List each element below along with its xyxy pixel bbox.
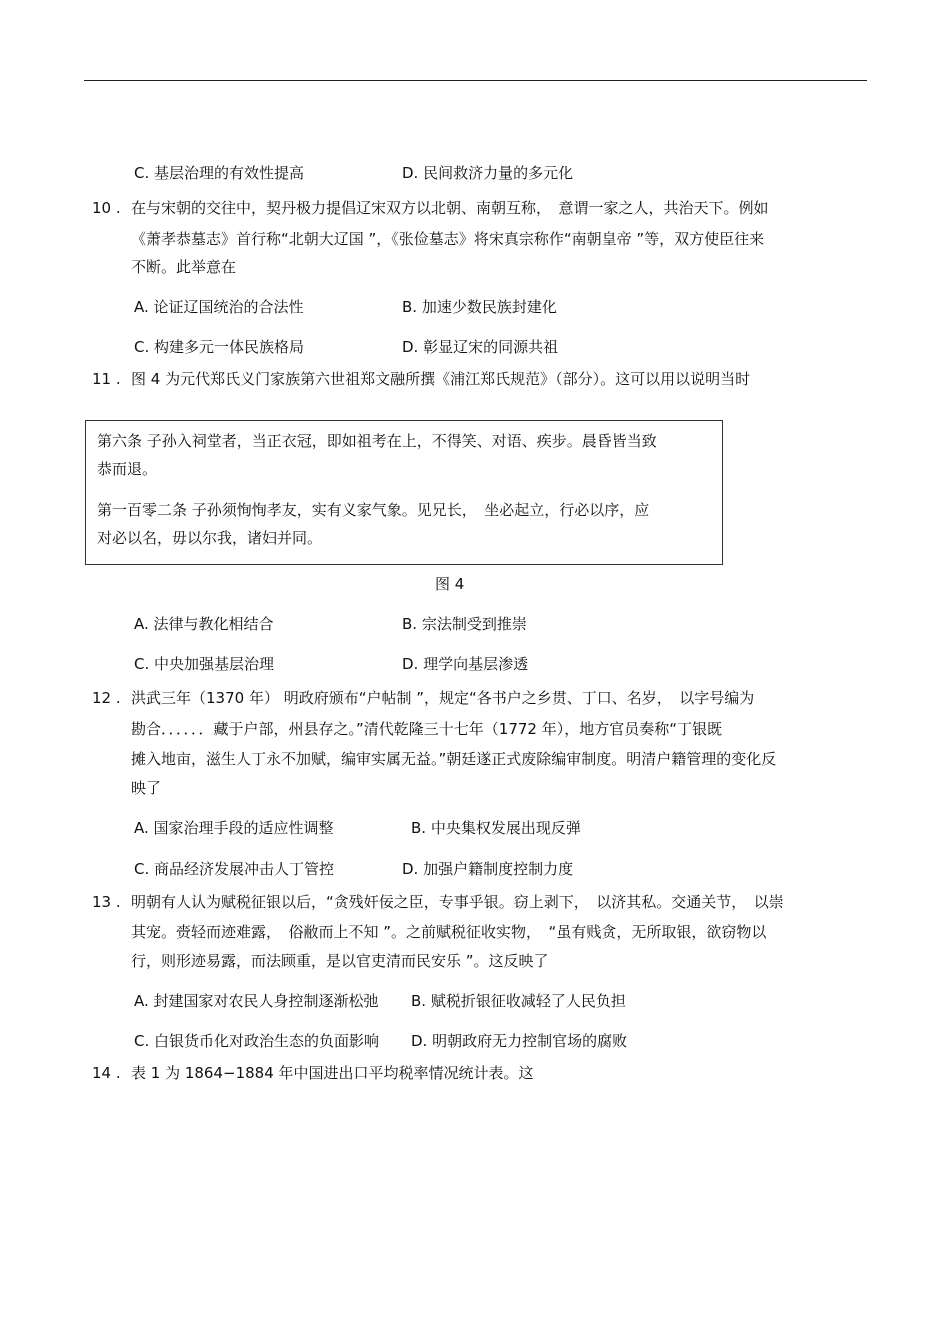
q10-option-d[interactable]: D. 彰显辽宋的同源共祖	[402, 338, 559, 356]
q13-stem-line2: 其宠。赍轻而迹难露， 俗敝而上不知 ”。之前赋税征收实物， “虽有贱贪，无所取银，欲窃物以	[131, 923, 767, 941]
q11-number: 11 .	[92, 370, 121, 388]
q14-number: 14 .	[92, 1064, 121, 1082]
q12-stem-line1: 洪武三年（1370 年） 明政府颁布“户帖制 ”，规定“各书户之乡贯、丁口、名岁， 以字号编为	[131, 689, 755, 707]
q12-stem-line2: 勘合．．．．．．藏于户部，州县存之。”清代乾隆三十七年（1772 年），地方官员奏称“丁银既	[131, 720, 722, 738]
q10-option-b[interactable]: B. 加速少数民族封建化	[402, 298, 557, 316]
q13-option-c[interactable]: C. 白银货币化对政治生态的负面影响	[134, 1032, 380, 1050]
q12-option-d[interactable]: D. 加强户籍制度控制力度	[402, 860, 574, 878]
figure-4-line1: 第六条 子孙入祠堂者，当正衣冠，即如祖考在上，不得笑、对语、疾步。晨昏皆当致	[97, 432, 657, 450]
q13-option-a[interactable]: A. 封建国家对农民人身控制逐渐松弛	[134, 992, 379, 1010]
q9-option-c[interactable]: C. 基层治理的有效性提高	[134, 164, 305, 182]
q10-stem-line3: 不断。此举意在	[131, 258, 237, 276]
q10-stem-line2: 《萧孝恭墓志》首行称“北朝大辽国 ”，《张俭墓志》将宋真宗称作“南朝皇帝 ”等，双方使臣往来	[131, 230, 765, 248]
q12-stem-line4: 映了	[131, 779, 162, 797]
header-rule	[84, 80, 867, 81]
q12-option-b[interactable]: B. 中央集权发展出现反弹	[411, 819, 581, 837]
q13-stem-line1: 明朝有人认为赋税征银以后，“贪残奸佞之臣，专事乎银。窃上剥下， 以济其私。交通关节， 以崇	[131, 893, 784, 911]
q10-stem-line1: 在与宋朝的交往中，契丹极力提倡辽宋双方以北朝、南朝互称， 意谓一家之人，共治天下。例如	[131, 199, 769, 217]
q12-stem-line3: 摊入地亩，滋生人丁永不加赋，编审实属无益。”朝廷遂正式废除编审制度。明清户籍管理的变化反	[131, 750, 777, 768]
q14-stem-line1: 表 1 为 1864−1884 年中国进出口平均税率情况统计表。这	[131, 1064, 534, 1082]
q10-option-c[interactable]: C. 构建多元一体民族格局	[134, 338, 305, 356]
q13-option-b[interactable]: B. 赋税折银征收减轻了人民负担	[411, 992, 626, 1010]
q12-option-a[interactable]: A. 国家治理手段的适应性调整	[134, 819, 334, 837]
q10-number: 10 .	[92, 199, 121, 217]
q11-option-d[interactable]: D. 理学向基层渗透	[402, 655, 529, 673]
figure-4-caption: 图 4	[435, 575, 465, 593]
figure-4-line2: 恭而退。	[97, 460, 158, 478]
q12-option-c[interactable]: C. 商品经济发展冲击人丁管控	[134, 860, 335, 878]
figure-4-line4: 对必以名，毋以尔我，诸妇并同。	[97, 529, 323, 547]
q10-option-a[interactable]: A. 论证辽国统治的合法性	[134, 298, 304, 316]
q11-option-b[interactable]: B. 宗法制受到推崇	[402, 615, 527, 633]
q13-stem-line3: 行，则形迹易露，而法顾重，是以官吏清而民安乐 ”。这反映了	[131, 952, 549, 970]
q13-number: 13 .	[92, 893, 121, 911]
figure-4-line3: 第一百零二条 子孙须恂恂孝友，实有义家气象。见兄长， 坐必起立，行必以序，应	[97, 501, 650, 519]
q12-number: 12 .	[92, 689, 121, 707]
q11-stem-line1: 图 4 为元代郑氏义门家族第六世祖郑文融所撰《浦江郑氏规范》（部分）。这可以用以说明当时	[131, 370, 751, 388]
q9-option-d[interactable]: D. 民间救济力量的多元化	[402, 164, 574, 182]
q13-option-d[interactable]: D. 明朝政府无力控制官场的腐败	[411, 1032, 628, 1050]
q11-option-c[interactable]: C. 中央加强基层治理	[134, 655, 275, 673]
q11-option-a[interactable]: A. 法律与教化相结合	[134, 615, 274, 633]
